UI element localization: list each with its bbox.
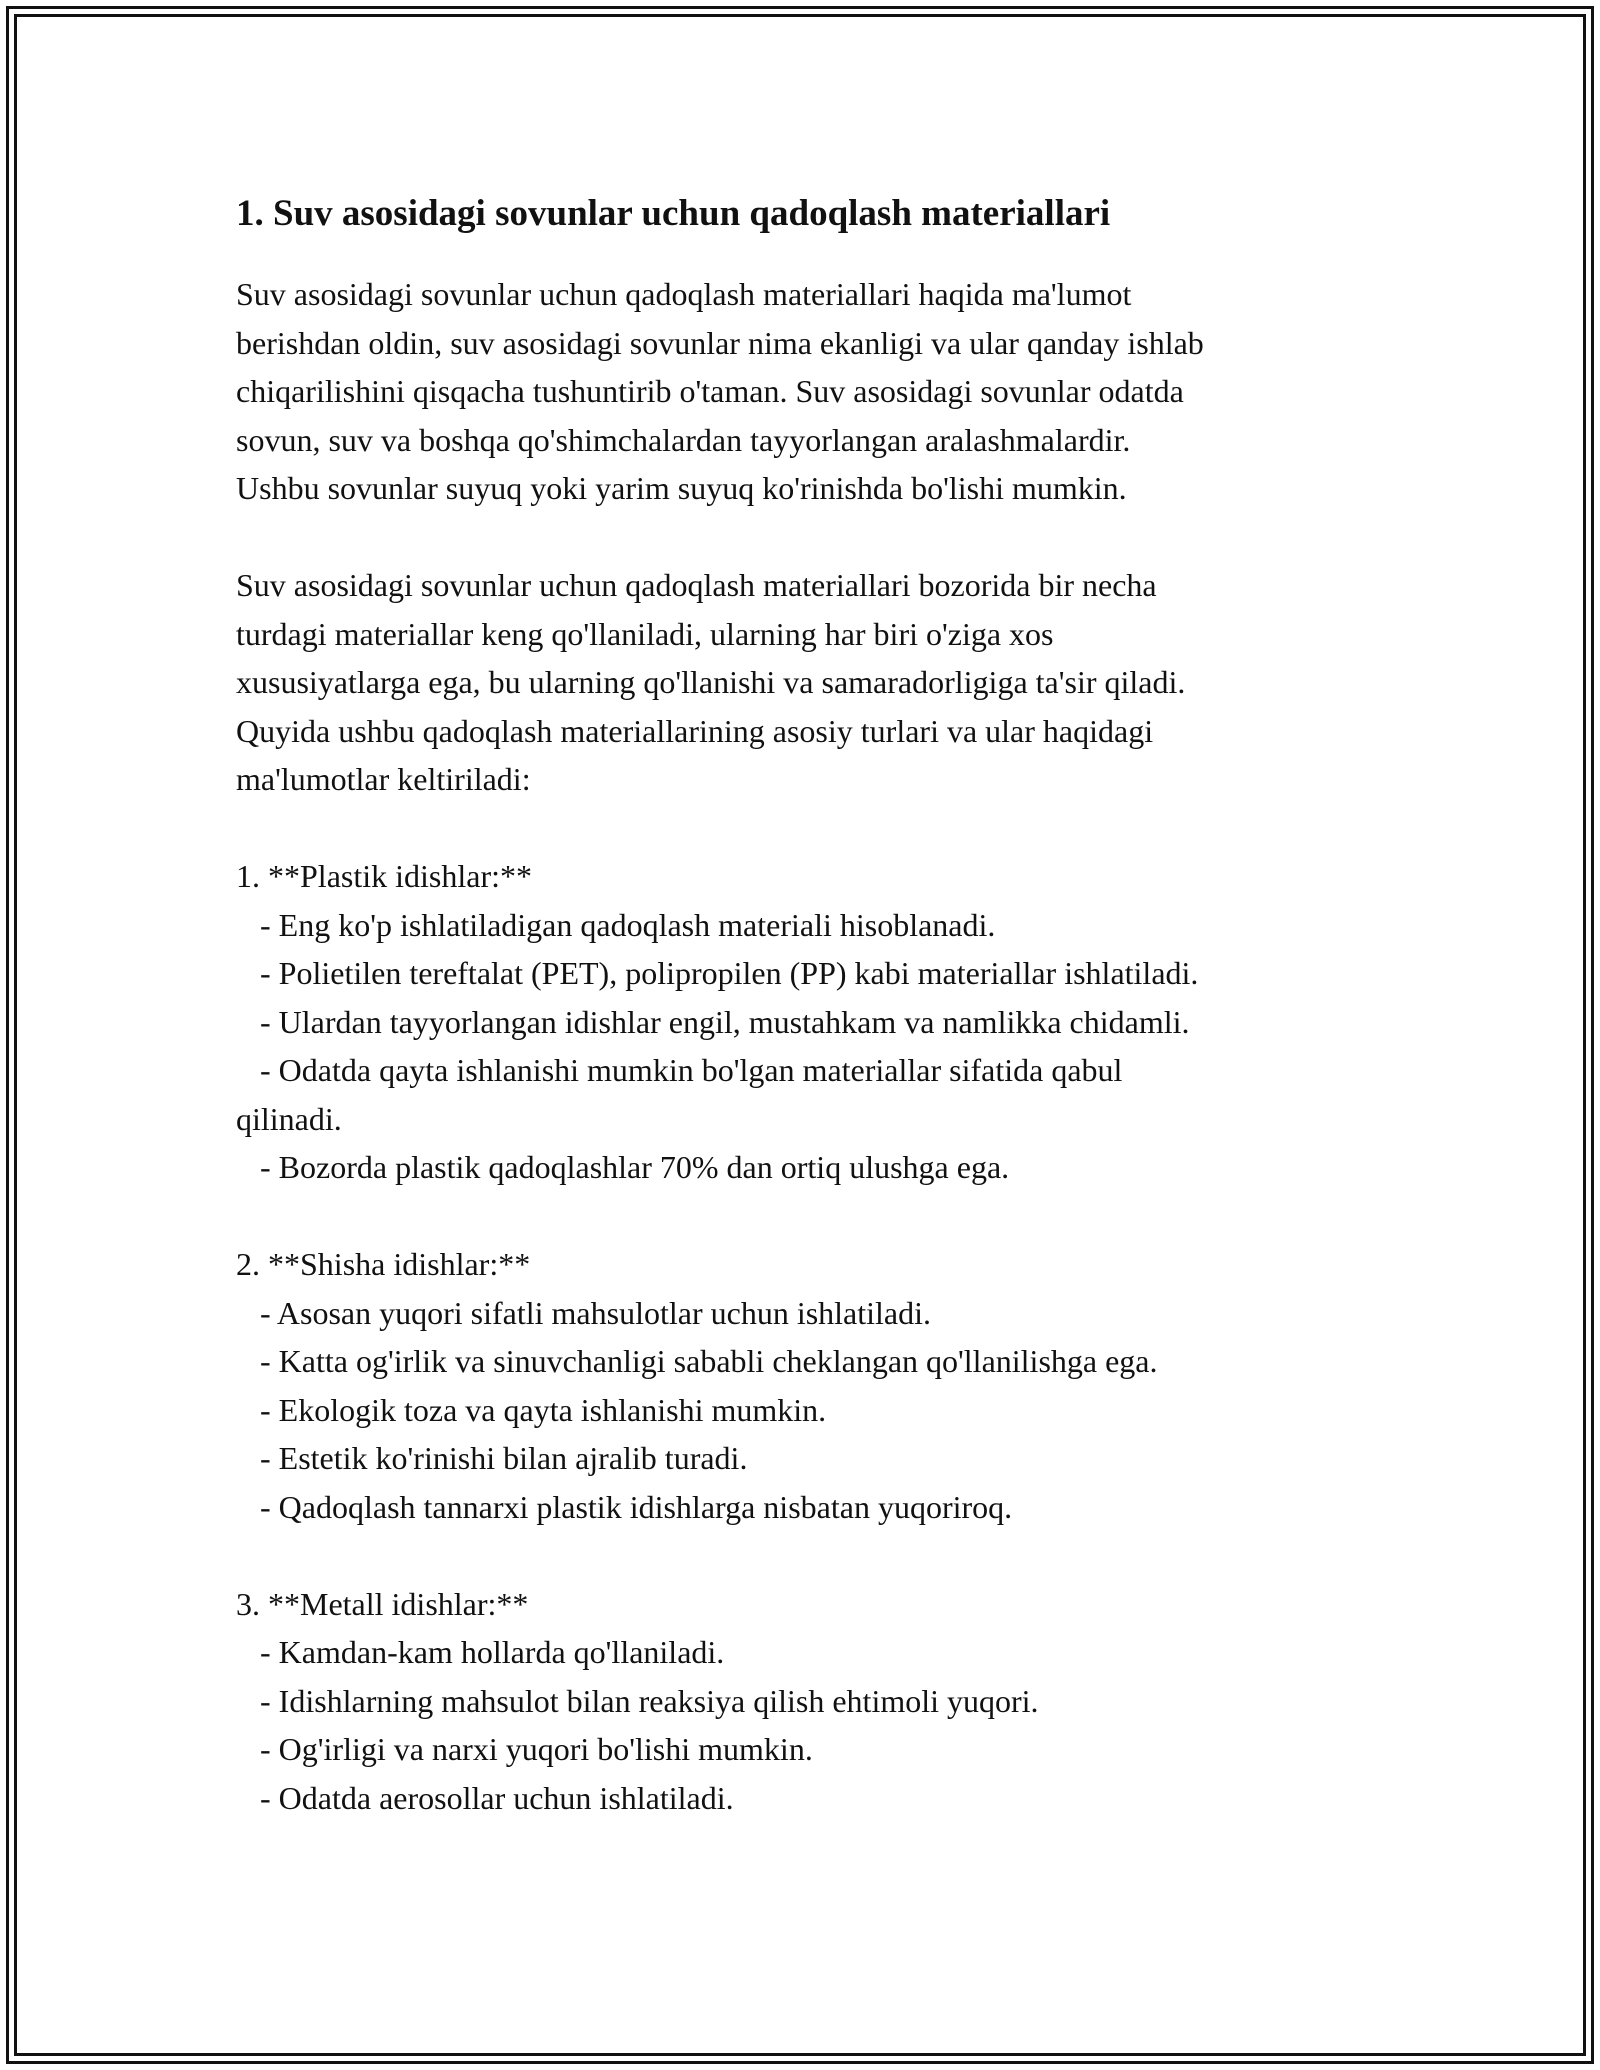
section-title: 1. **Plastik idishlar:** (236, 858, 532, 894)
paragraph-spacer (236, 1192, 1366, 1241)
list-item: - Odatda aerosollar uchun ishlatiladi. (236, 1779, 734, 1816)
document-body (236, 188, 1366, 1822)
list-item: - Bozorda plastik qadoqlashlar 70% dan ortiq ulushga ega. (236, 1149, 1010, 1185)
list-item: - Odatda qayta ishlanishi mumkin bo'lgan materiallar sifatida qabul qilinadi. (236, 1052, 1123, 1137)
list-item: - Ulardan tayyorlangan idishlar engil, mustahkam va namlikka chidamli. (236, 1003, 1190, 1040)
list-item: - Ekologik toza va qayta ishlanishi mumkin. (236, 1391, 827, 1428)
document-heading: 1. Suv asosidagi sovunlar uchun qadoqlash materiallari (236, 193, 1111, 234)
section-glass (236, 1240, 1366, 1531)
list-item: - Asosan yuqori sifatli mahsulotlar uchun ishlatiladi. (236, 1294, 932, 1331)
list-item: - Katta og'irlik va sinuvchanligi sababli cheklangan qo'llanilishga ega. (236, 1343, 1158, 1379)
paragraph-spacer (236, 804, 1366, 853)
list-item: - Og'irligi va narxi yuqori bo'lishi mumkin. (236, 1731, 813, 1767)
list-item: - Kamdan-kam hollarda qo'llaniladi. (236, 1634, 725, 1670)
section-title: 3. **Metall idishlar:** (236, 1585, 529, 1622)
list-item: - Qadoqlash tannarxi plastik idishlarga nisbatan yuqoriroq. (236, 1488, 1013, 1525)
list-item: - Idishlarning mahsulot bilan reaksiya qilish ehtimoli yuqori. (236, 1682, 1039, 1719)
list-item: - Polietilen tereftalat (PET), polipropilen (PP) kabi materiallar ishlatiladi. (236, 955, 1199, 991)
overview-paragraph: Suv asosidagi sovunlar uchun qadoqlash materiallari bozorida bir necha turdagi materiallar keng qo'llaniladi, ularning har biri o'ziga xos xususiyatlarga ega, bu ularning qo'llanishi va samaradorligiga ta'sir qiladi. Quyida ushbu qadoqlash materiallarining asosiy turlari va ular haqidagi ma'lumotlar keltiriladi: (236, 567, 1186, 797)
paragraph-spacer (236, 513, 1366, 562)
intro-paragraph: Suv asosidagi sovunlar uchun qadoqlash materiallari haqida ma'lumot berishdan oldin, suv asosidagi sovunlar nima ekanligi va ular qanday ishlab chiqarilishini qisqacha tushuntirib o'taman. Suv asosidagi sovunlar odatda sovun, suv va boshqa qo'shimchalardan tayyorlangan aralashmalardir. Ushbu sovunlar suyuq yoki yarim suyuq ko'rinishda bo'lishi mumkin. (236, 276, 1204, 506)
paragraph-spacer (236, 1531, 1366, 1580)
section-title: 2. **Shisha idishlar:** (236, 1246, 531, 1282)
list-item: - Estetik ko'rinishi bilan ajralib turadi. (236, 1440, 748, 1476)
list-item: - Eng ko'p ishlatiladigan qadoqlash materiali hisoblanadi. (236, 906, 996, 943)
section-metal (236, 1580, 1366, 1823)
section-plastic (236, 852, 1366, 1192)
